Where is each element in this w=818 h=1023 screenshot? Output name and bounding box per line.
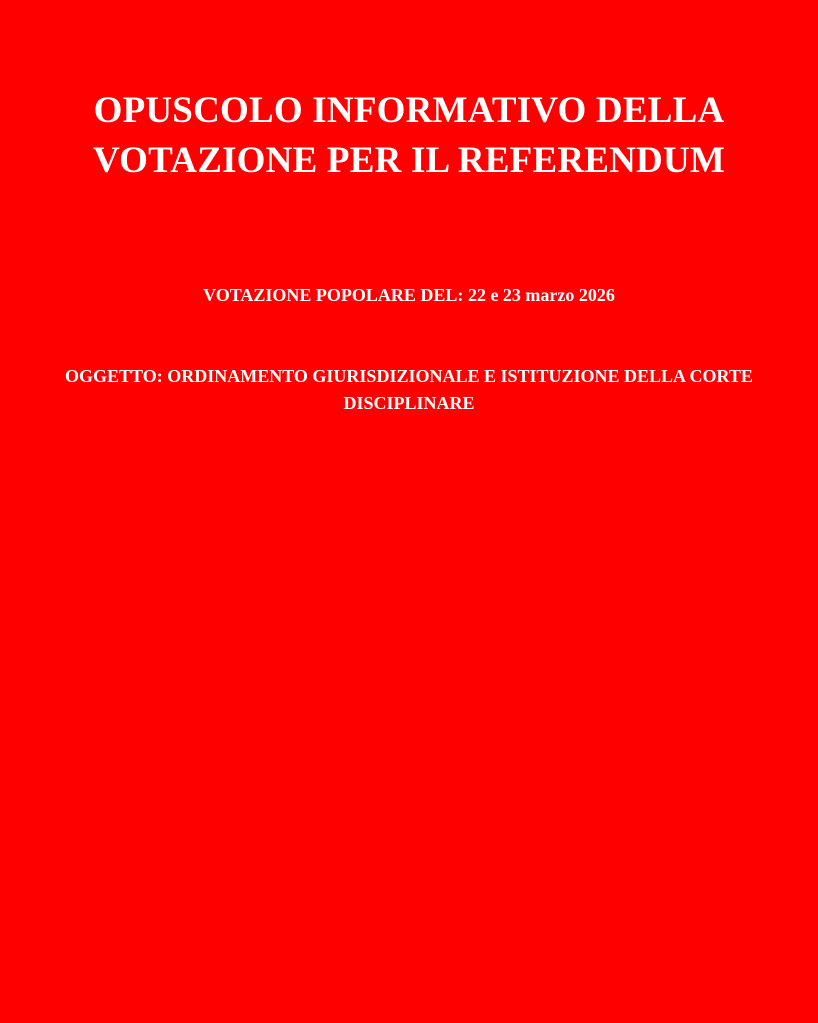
vote-date-value: 22 e 23 marzo 2026 — [467, 285, 615, 305]
subject-label: OGGETTO: — [65, 366, 163, 386]
subject-line — [10, 363, 808, 417]
document-title-line-2: VOTAZIONE PER IL REFERENDUM — [92, 140, 725, 181]
vote-date-label: VOTAZIONE POPOLARE DEL: — [203, 285, 464, 305]
subject-text: ORDINAMENTO GIURISDIZIONALE E ISTITUZIONE DELLA CORTE DISCIPLINARE — [167, 366, 753, 413]
vote-date-line — [0, 283, 818, 307]
document-title-line-1: OPUSCOLO INFORMATIVO DELLA — [93, 90, 725, 131]
document-title — [0, 86, 818, 186]
